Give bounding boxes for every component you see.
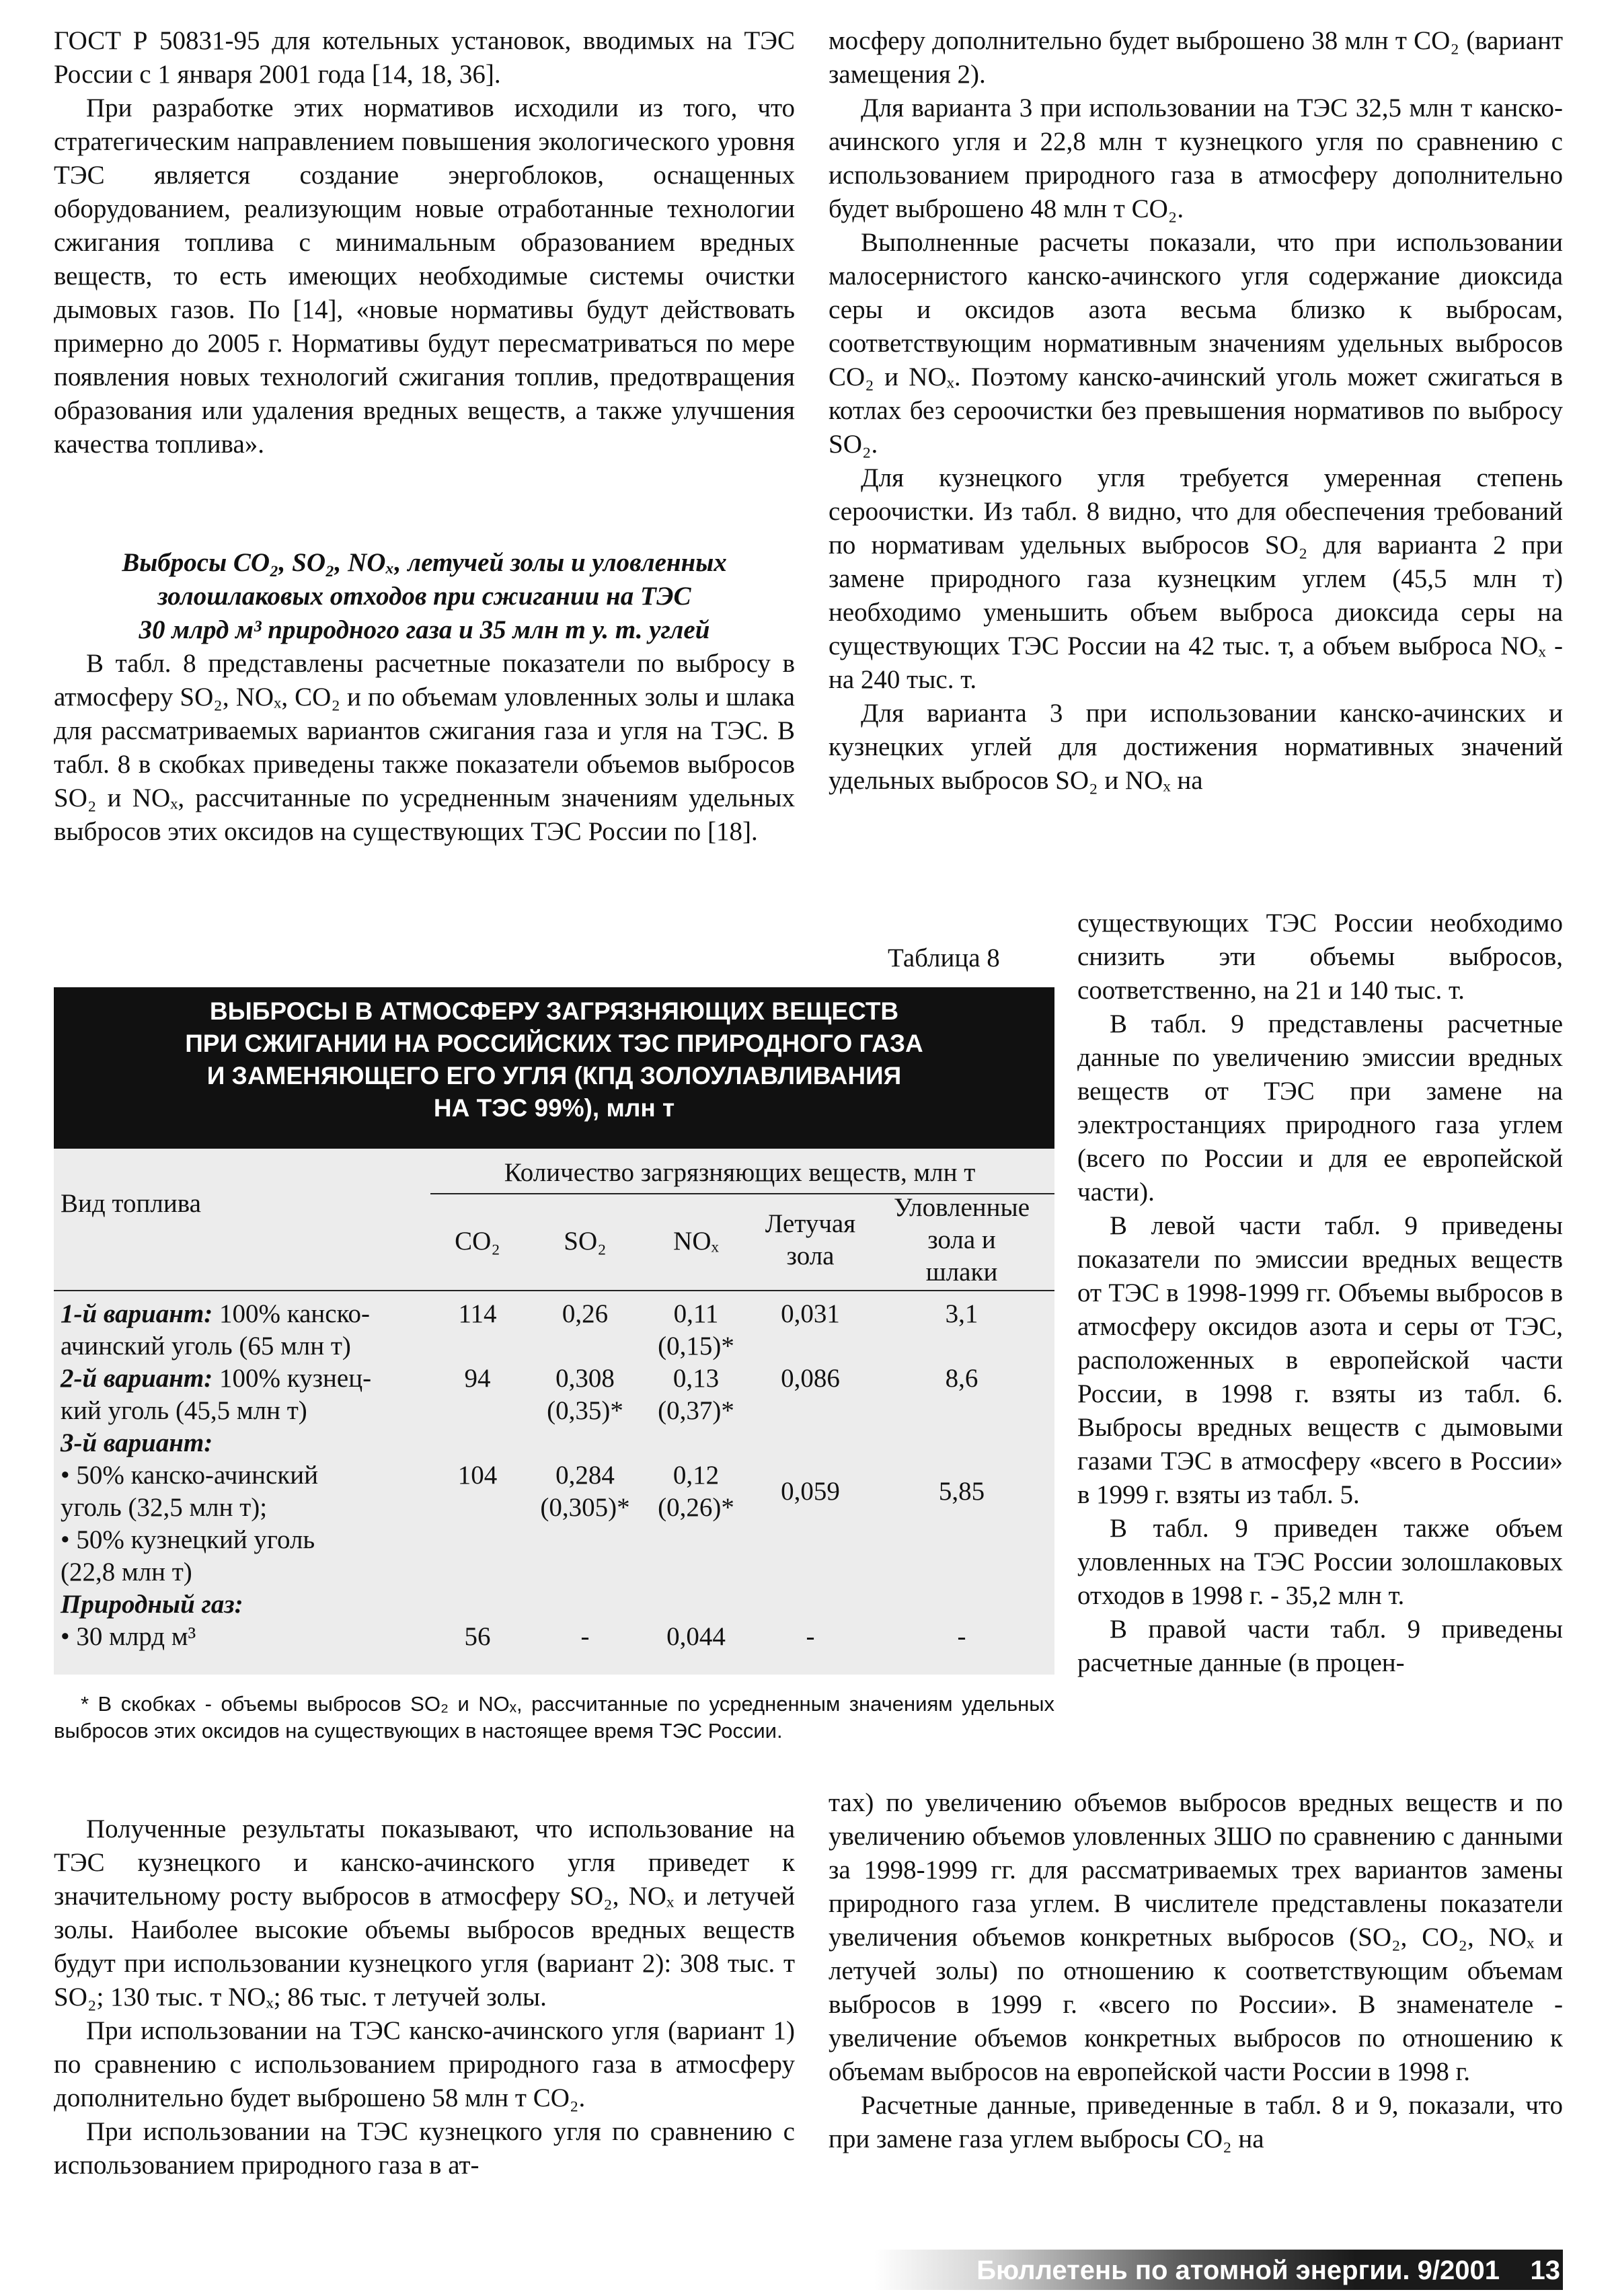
journal-title: Бюллетень по атомной энергии. 9/2001 <box>976 2256 1500 2285</box>
header-group: Количество загрязняющих веществ, млн т <box>504 1158 976 1187</box>
cell-slag: - <box>957 1622 966 1651</box>
table-title-line: ВЫБРОСЫ В АТМОСФЕРУ ЗАГРЯЗНЯЮЩИХ ВЕЩЕСТВ <box>209 997 899 1025</box>
table-label: Таблица 8 <box>888 944 1000 972</box>
col-so2: SO₂ <box>564 1227 607 1256</box>
cell-ash: 0,059 <box>781 1477 840 1506</box>
col-slag-line: зола и <box>927 1225 996 1254</box>
row-text: (22,8 млн т) <box>61 1558 192 1586</box>
left-column-section <box>54 647 795 849</box>
row-text: ачинский уголь (65 млн т) <box>61 1332 351 1361</box>
right-column-lower <box>829 1786 1563 2156</box>
cell-co2: 104 <box>457 1461 498 1490</box>
paragraph: В табл. 9 приведен также объем уловленных на ТЭС России золошлаковых отходов в 1998 г. - 35,2 млн т. <box>1077 1514 1563 1610</box>
cell-so2 <box>535 1363 636 1427</box>
paragraph: В табл. 8 представлены расчетные показатели по выбросу в атмосферу SO₂, NOₓ, CO₂ и по объемам уловленных золы и шлака для рассматриваемых вариантов сжигания газа и угля на ТЭС. В табл. 8 в скобках приведены также показатели объемов выбросов SO₂ и NOₓ, рассчитанные по усредненным значениям удельных выбросов этих оксидов на существующих ТЭС России по [18]. <box>54 649 795 846</box>
table-footnote <box>54 1691 1054 1745</box>
narrow-column <box>1077 907 1563 1680</box>
col-ash-line: Летучая <box>765 1209 856 1238</box>
cell-value: 0,11 <box>673 1299 719 1328</box>
table-row-label <box>61 1427 424 1589</box>
left-column-upper <box>54 24 795 461</box>
header-bottom-rule <box>54 1290 1054 1291</box>
table-row-label <box>61 1589 424 1653</box>
cell-co2: 56 <box>464 1622 491 1651</box>
paragraph: В левой части табл. 9 приведены показатели по эмиссии вредных веществ от ТЭС в 1998-1999 гг. Объемы выбросов в атмосферу оксидов азота и серы от ТЭС, расположенных в европейской части России, в 1998 г. взяты из табл. 6. Выбросы вредных веществ с дымовыми газами ТЭС в атмосферу «всего в России» в 1999 г. взяты из табл. 5. <box>1077 1211 1563 1509</box>
paragraph: При использовании на ТЭС кузнецкого угля по сравнению с использованием природного газа в ат- <box>54 2117 795 2180</box>
cell-slag: 5,85 <box>938 1477 985 1506</box>
right-column-upper <box>829 24 1563 798</box>
row-text: кий уголь (45,5 млн т) <box>61 1396 307 1425</box>
cell-value: 0,12 <box>672 1461 720 1490</box>
cell-nox <box>646 1298 746 1363</box>
col-ash-line: зола <box>786 1241 835 1270</box>
row-text: 100% кузнец- <box>213 1364 372 1393</box>
row-text: • 50% кузнецкий уголь <box>61 1525 315 1554</box>
paragraph: существующих ТЭС России необходимо снизить эти объемы выбросов, соответственно, на 21 и 140 тыс. т. <box>1077 909 1563 1005</box>
paragraph: Для варианта 3 при использовании на ТЭС 32,5 млн т канско-ачинского угля и 22,8 млн т кузнецкого угля по сравнению с использованием природного газа в атмосферу дополнительно будет выброшено 48 млн т CO₂. <box>829 93 1563 223</box>
paragraph: Для кузнецкого угля требуется умеренная степень сероочистки. Из табл. 8 видно, что для обеспечения требований по нормативам удельных выбросов SO₂ для варианта 2 при замене природного газа кузнецким углем (45,5 млн т) необходимо уменьшить объем выброса диоксида серы на существующих ТЭС России на 42 тыс. т, а объем выброса NOₓ - на 240 тыс. т. <box>829 463 1563 694</box>
cell-so2 <box>535 1459 636 1524</box>
section-heading-line: золошлаковых отходов при сжигании на ТЭС <box>157 582 691 611</box>
section-heading-line: 30 млрд м³ природного газа и 35 млн т у. т. углей <box>139 615 710 644</box>
table-title-line: ПРИ СЖИГАНИИ НА РОССИЙСКИХ ТЭС ПРИРОДНОГО ГАЗА <box>185 1030 923 1057</box>
table-title-line: И ЗАМЕНЯЮЩЕГО ЕГО УГЛЯ (КПД ЗОЛОУЛАВЛИВАНИЯ <box>206 1062 902 1089</box>
emissions-table <box>54 1149 1054 1675</box>
row-title: 2-й вариант: <box>61 1364 213 1393</box>
page-number: 13 <box>1530 2256 1560 2285</box>
row-text: • 30 млрд м³ <box>61 1622 196 1651</box>
col-slag <box>871 1192 1052 1289</box>
cell-value: 0,308 <box>555 1364 615 1393</box>
cell-value-bracket: (0,305)* <box>540 1493 630 1522</box>
cell-nox: 0,044 <box>666 1622 726 1651</box>
cell-co2: 94 <box>464 1364 491 1393</box>
paragraph: тах) по увеличению объемов выбросов вредных веществ и по увеличению объемов уловленных ЗШО по сравнению с данными за 1998-1999 гг. для рассматриваемых трех вариантов замены природного газа углем. В числителе представлены показатели увеличения объемов конкретных выбросов (SO₂, CO₂, NOₓ и летучей золы) по отношению к соответствующим объемам выбросов в 1999 г. «всего по России». В знаменателе - увеличение объемов конкретных выбросов по отношению к объемам выбросов на европейской части России в 1998 г. <box>829 1788 1563 2086</box>
paragraph: Для варианта 3 при использовании канско-ачинских и кузнецких углей для достижения нормативных значений удельных выбросов SO₂ и NOₓ на <box>829 699 1563 795</box>
table-row-label <box>61 1363 424 1427</box>
cell-value: 0,284 <box>555 1461 615 1490</box>
cell-value: 0,13 <box>672 1364 720 1393</box>
section-heading-line: Выбросы CO₂, SO₂, NOₓ, летучей золы и уловленных <box>122 548 727 577</box>
paragraph: мосферу дополнительно будет выброшено 38 млн т CO₂ (вариант замещения 2). <box>829 26 1563 89</box>
paragraph: Полученные результаты показывают, что использование на ТЭС кузнецкого и канско-ачинского угля приведет к значительному росту выбросов в атмосферу SO₂, NOₓ и летучей золы. Наиболее высокие объемы выбросов вредных веществ будут при использовании кузнецкого угля (вариант 2): 308 тыс. т SO₂; 130 тыс. т NOₓ; 86 тыс. т летучей золы. <box>54 1814 795 2012</box>
cell-value-bracket: (0,15)* <box>658 1332 734 1361</box>
row-title: 1-й вариант: <box>61 1299 213 1328</box>
paragraph: При разработке этих нормативов исходили из того, что стратегическим направлением повышения экологического уровня ТЭС является создание энергоблоков, оснащенных оборудованием, реализующим новые отработанные технологии сжигания топлива с минимальным образованием вредных веществ, то есть имеющих необходимые системы очистки дымовых газов. По [14], «новые нормативы будут действовать примерно до 2005 г. Нормативы будут пересматриваться по мере появления новых технологий сжигания топлив, предотвращения образования или удаления вредных веществ, а также улучшения качества топлива». <box>54 93 795 459</box>
row-title: Природный газ: <box>61 1590 243 1619</box>
cell-ash: - <box>806 1622 815 1651</box>
paragraph: В табл. 9 представлены расчетные данные по увеличению эмиссии вредных веществ от ТЭС при замене на электростанциях природного газа углем (всего по России и для ее европейской части). <box>1077 1009 1563 1207</box>
section-heading <box>54 546 795 647</box>
col-ash <box>757 1208 864 1272</box>
cell-co2: 114 <box>458 1299 497 1328</box>
paragraph: Расчетные данные, приведенные в табл. 8 и 9, показали, что при замене газа углем выбросы CO₂ на <box>829 2091 1563 2153</box>
row-text: 100% канско- <box>213 1299 371 1328</box>
cell-value-bracket: (0,37)* <box>658 1396 734 1425</box>
cell-nox <box>646 1459 746 1524</box>
paragraph: При использовании на ТЭС канско-ачинского угля (вариант 1) по сравнению с использованием природного газа в атмосферу дополнительно будет выброшено 58 млн т CO₂. <box>54 2016 795 2112</box>
cell-ash: 0,086 <box>781 1364 840 1393</box>
row-text: уголь (32,5 млн т); <box>61 1493 268 1522</box>
paragraph: ГОСТ Р 50831-95 для котельных установок, вводимых на ТЭС России с 1 января 2001 года [14, 18, 36]. <box>54 26 795 89</box>
col-nox: NOₓ <box>673 1227 719 1256</box>
cell-value-bracket: (0,26)* <box>658 1493 734 1522</box>
header-fuel: Вид топлива <box>61 1189 201 1218</box>
col-slag-line: шлаки <box>925 1258 998 1287</box>
paragraph: В правой части табл. 9 приведены расчетные данные (в процен- <box>1077 1615 1563 1677</box>
col-co2: CO₂ <box>455 1227 500 1256</box>
cell-slag: 8,6 <box>945 1364 978 1393</box>
col-slag-line: Уловленные <box>893 1193 1030 1222</box>
footnote-text: * В скобках - объемы выбросов SO₂ и NOₓ, рассчитанные по усредненным значениям удельных выбросов этих оксидов на существующих в настоящее время ТЭС России. <box>54 1692 1054 1743</box>
table-title <box>54 987 1054 1149</box>
cell-ash: 0,031 <box>781 1299 840 1328</box>
cell-so2: - <box>580 1622 590 1651</box>
left-column-lower <box>54 1812 795 2182</box>
table-row-label <box>61 1298 424 1363</box>
row-title: 3-й вариант: <box>61 1428 213 1457</box>
paragraph: Выполненные расчеты показали, что при использовании малосернистого канско-ачинского угля содержание диоксида серы и оксидов азота весьма близко к выбросам, соответствующим нормативным значениям удельных выбросов CO₂ и NOₓ. Поэтому канско-ачинский уголь может сжигаться в котлах без сероочистки без превышения нормативов по выбросу SO₂. <box>829 228 1563 459</box>
row-text: • 50% канско-ачинский <box>61 1461 319 1490</box>
cell-value-bracket: (0,35)* <box>547 1396 623 1425</box>
cell-nox <box>646 1363 746 1427</box>
cell-so2: 0,26 <box>562 1299 609 1328</box>
table-title-line: НА ТЭС 99%), млн т <box>433 1094 675 1122</box>
cell-slag: 3,1 <box>945 1299 978 1328</box>
